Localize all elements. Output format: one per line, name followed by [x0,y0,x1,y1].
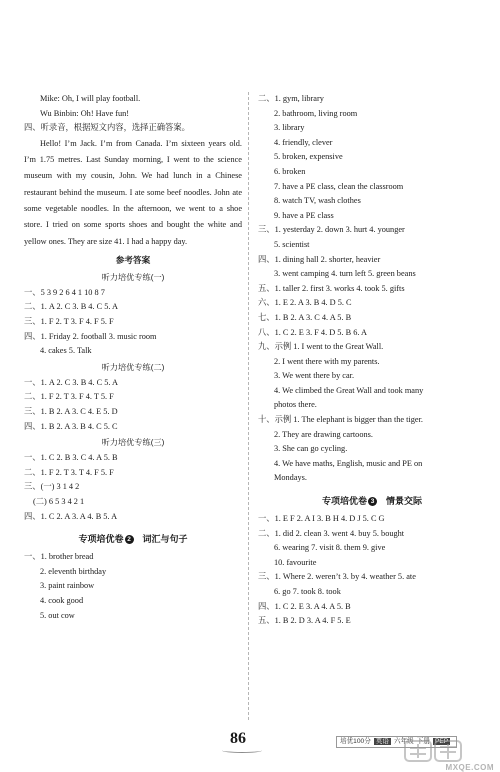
answer-line: 3. paint rainbow [40,581,95,591]
answer-line: 9. have a PE class [274,210,334,220]
series-name: 培优100分 [340,738,371,745]
page-number-ornament [222,748,262,753]
answers-title: 参考答案 [115,254,151,265]
answer-line: 6. go 7. took 8. took [274,587,341,596]
watermark-url: MXQE.COM [445,763,494,772]
right-column [258,92,486,629]
answer-line: 七、1. B 2. A 3. C 4. A 5. B [258,312,352,322]
answer-line: 四、1. B 2. A 3. B 4. C 5. C [24,421,118,431]
answer-line: 6. wearing 7. visit 8. them 9. give [274,543,386,553]
answer-line: 二、1. did 2. clean 3. went 4. buy 5. bought [258,528,405,538]
answer-line: 三、1. F 2. T 3. F 4. F 5. F [24,317,114,327]
answer-line: 五、1. B 2. D 3. A 4. F 5. E [258,616,351,626]
answer-line: 5. broken, expensive [274,152,343,162]
page-number: 86 [230,730,246,747]
series-edition: PEP [434,738,449,745]
answer-line: 3. went camping 4. turn left 5. green beans [274,269,416,279]
topic-3-title: 情景交际 [386,496,423,507]
listening-1-title: 听力培优专练(一) [101,272,165,282]
page-footer [0,726,500,772]
answer-line: 一、1. brother bread [24,552,94,562]
answer-line: 2. They are drawing cartoons. [274,429,373,439]
topic-3-heading [258,490,486,512]
answer-line: 4. friendly, clever [274,137,333,147]
topic-2-title: 词汇与句子 [142,534,188,545]
series-grade: 六年级 [393,738,414,745]
column-divider [248,92,249,720]
answer-line: 一、1. A 2. C 3. B 4. C 5. A [24,377,119,387]
answer-line: 五、1. taller 2. first 3. works 4. took 5. gifts [258,283,405,293]
left-column [24,92,242,623]
answer-line: 4. cook good [40,595,84,605]
answer-line: 三、1. B 2. A 3. C 4. E 5. D [24,407,118,417]
answer-line: 8. watch TV, wash clothes [274,196,361,206]
answer-line: 二、1. gym, library [258,94,324,103]
answer-line: 六、1. E 2. A 3. B 4. D 5. C [258,298,352,308]
answer-line: 一、1. C 2. B 3. C 4. A 5. B [24,453,118,463]
answer-line: 二、1. A 2. C 3. B 4. C 5. A [24,302,119,312]
answer-line: 三、1. yesterday 2. down 3. hurt 4. younger [258,225,405,235]
answer-line: 三、1. Where 2. weren’t 3. by 4. weather 5. ate [258,572,416,582]
answer-line: 3. She can go cycling. [274,444,348,454]
answer-line: 3. library [274,123,305,133]
watermark-stamp-icon [404,740,464,762]
answer-line: 5. scientist [274,239,310,249]
part4-instruction: 四、听录音，根据短文内容，选择正确答案。 [24,123,190,133]
answer-line: 6. broken [274,166,306,176]
answer-line: 十、示例 1. The elephant is bigger than the tiger. [258,415,423,425]
answer-line: 4. cakes 5. Talk [40,346,92,356]
series-volume: 下册 [416,738,430,745]
answer-line: 九、示例 1. I went to the Great Wall. [258,342,384,352]
answer-line: 二、1. F 2. T 3. T 4. F 5. F [24,467,114,477]
answer-line: 2. bathroom, living room [274,108,358,118]
answer-line: 3. We went there by car. [274,371,355,381]
answer-line: 2. I went there with my parents. [274,356,380,366]
answer-line: 四、1. C 2. A 3. A 4. B 5. A [24,511,118,521]
listening-2-title: 听力培优专练(二) [101,362,165,372]
answer-line: 4. We have maths, English, music and PE on [274,458,423,468]
topic-2-prefix: 专项培优卷 [78,534,124,545]
series-subject: 英语 [375,738,389,745]
answer-line: 10. favourite [274,557,317,567]
topic-2-heading [24,528,242,550]
answer-line: 一、5 3 9 2 6 4 1 10 8 7 [24,287,105,297]
answer-line: 四、1. C 2. E 3. A 4. A 5. B [258,601,351,611]
answer-line: 4. We climbed the Great Wall and took many [274,385,424,395]
answer-line: 八、1. C 2. E 3. F 4. D 5. B 6. A [258,327,368,337]
answer-line: photos there. [274,400,317,410]
answer-line: (二) 6 5 3 4 2 1 [33,496,85,506]
answer-line: 5. out cow [40,610,75,620]
answer-line: 7. have a PE class, clean the classroom [274,181,404,191]
answer-line: 二、1. F 2. T 3. F 4. T 5. F [24,392,114,402]
dialogue-line: Mike: Oh, I will play football. [40,94,141,103]
listening-3-title: 听力培优专练(三) [101,438,165,448]
topic-3-prefix: 专项培优卷 [321,496,367,507]
answer-line: 四、1. Friday 2. football 3. music room [24,331,157,341]
answer-line: 2. eleventh birthday [40,566,107,576]
dialogue-line: Wu Binbin: Oh! Have fun! [40,108,130,118]
answer-line: Mondays. [274,473,307,483]
answer-line: 一、1. E F 2. A I 3. B H 4. D J 5. C G [258,514,385,524]
listening-passage: Hello! I’m Jack. I’m from Canada. I’m sixteen years old. I’m 1.75 metres. Last Sunday morning, I went to the science museum with my cousin, John. We had lunch in a Chinese restaurant behind the museum. I ate some beef noodles. John ate some vegetable noodles. In the afternoon, we went to a shoe store. I tried on some sports shoes and bought the white and yellow ones. They are size 41. I had a happy day. [24,138,242,246]
watermark-logo [404,740,496,772]
answer-line: 三、(一) 3 1 4 2 [24,482,80,492]
topic-2-number-badge: 2 [125,535,134,544]
answer-line: 四、1. dining hall 2. shorter, heavier [258,254,381,264]
topic-3-number-badge: 3 [368,497,377,506]
